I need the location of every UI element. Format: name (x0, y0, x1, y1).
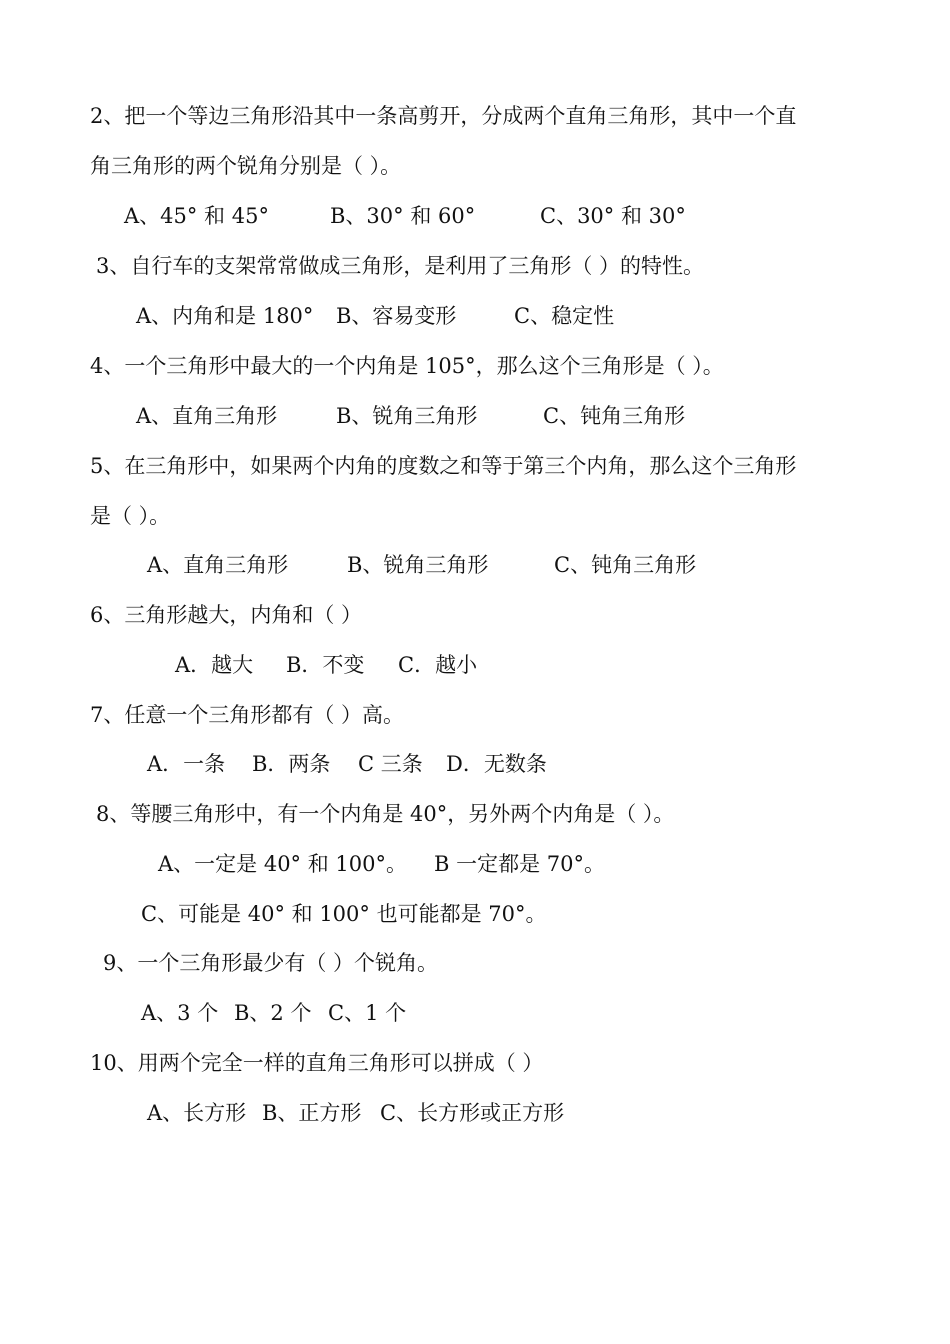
question-9-option-b: B、2 个 (234, 1001, 312, 1025)
question-4-option-b: B、锐角三角形 (336, 404, 478, 428)
question-4-text: 4、一个三角形中最大的一个内角是 105°，那么这个三角形是（ ）。 (90, 354, 724, 378)
question-4-option-a: A、直角三角形 (136, 404, 278, 428)
question-6-text: 6、三角形越大，内角和（ ） (90, 603, 363, 627)
question-5-text-line-1: 5、在三角形中，如果两个内角的度数之和等于第三个内角，那么这个三角形 (90, 454, 797, 478)
question-8-option-c: C、可能是 40° 和 100° 也可能都是 70°。 (141, 902, 547, 926)
question-7-option-c: C 三条 (358, 752, 423, 776)
question-7-text: 7、任意一个三角形都有（ ）高。 (90, 703, 405, 727)
question-4-option-c: C、钝角三角形 (543, 404, 686, 428)
question-2-text-line-2: 角三角形的两个锐角分别是（ ）。 (90, 154, 402, 178)
question-3-option-b: B、容易变形 (336, 304, 457, 328)
question-7-option-d: D．无数条 (446, 752, 547, 776)
question-8-text: 8、等腰三角形中，有一个内角是 40°，另外两个内角是（ ）。 (96, 802, 675, 826)
question-3-text: 3、自行车的支架常常做成三角形，是利用了三角形（ ）的特性。 (96, 254, 705, 278)
question-6-option-c: C．越小 (398, 653, 478, 677)
question-9-text: 9、一个三角形最少有（ ）个锐角。 (103, 951, 439, 975)
question-2-option-b: B、30° 和 60° (330, 204, 476, 228)
question-10-option-b: B、正方形 (262, 1101, 362, 1125)
question-5-text-line-2: 是（ ）。 (90, 504, 171, 528)
question-10-option-a: A、长方形 (147, 1101, 247, 1125)
question-8-option-a: A、一定是 40° 和 100°。 (158, 852, 407, 876)
question-3-option-a: A、内角和是 180° (136, 304, 314, 328)
question-2-option-c: C、30° 和 30° (540, 204, 686, 228)
question-7-option-a: A．一条 (147, 752, 226, 776)
question-9-option-a: A、3 个 (141, 1001, 219, 1025)
question-2-option-a: A、45° 和 45° (124, 204, 269, 228)
question-7-option-b: B．两条 (252, 752, 331, 776)
question-5-option-a: A、直角三角形 (147, 553, 289, 577)
question-6-option-b: B．不变 (286, 653, 365, 677)
question-10-text: 10、用两个完全一样的直角三角形可以拼成（ ） (90, 1051, 544, 1075)
question-9-option-c: C、1 个 (328, 1001, 407, 1025)
question-2-text-line-1: 2、把一个等边三角形沿其中一条高剪开，分成两个直角三角形，其中一个直 (90, 104, 797, 128)
question-5-option-c: C、钝角三角形 (554, 553, 697, 577)
question-8-option-b: B 一定都是 70°。 (434, 852, 606, 876)
question-10-option-c: C、长方形或正方形 (380, 1101, 565, 1125)
question-6-option-a: A．越大 (175, 653, 254, 677)
question-3-option-c: C、稳定性 (514, 304, 615, 328)
question-5-option-b: B、锐角三角形 (347, 553, 489, 577)
